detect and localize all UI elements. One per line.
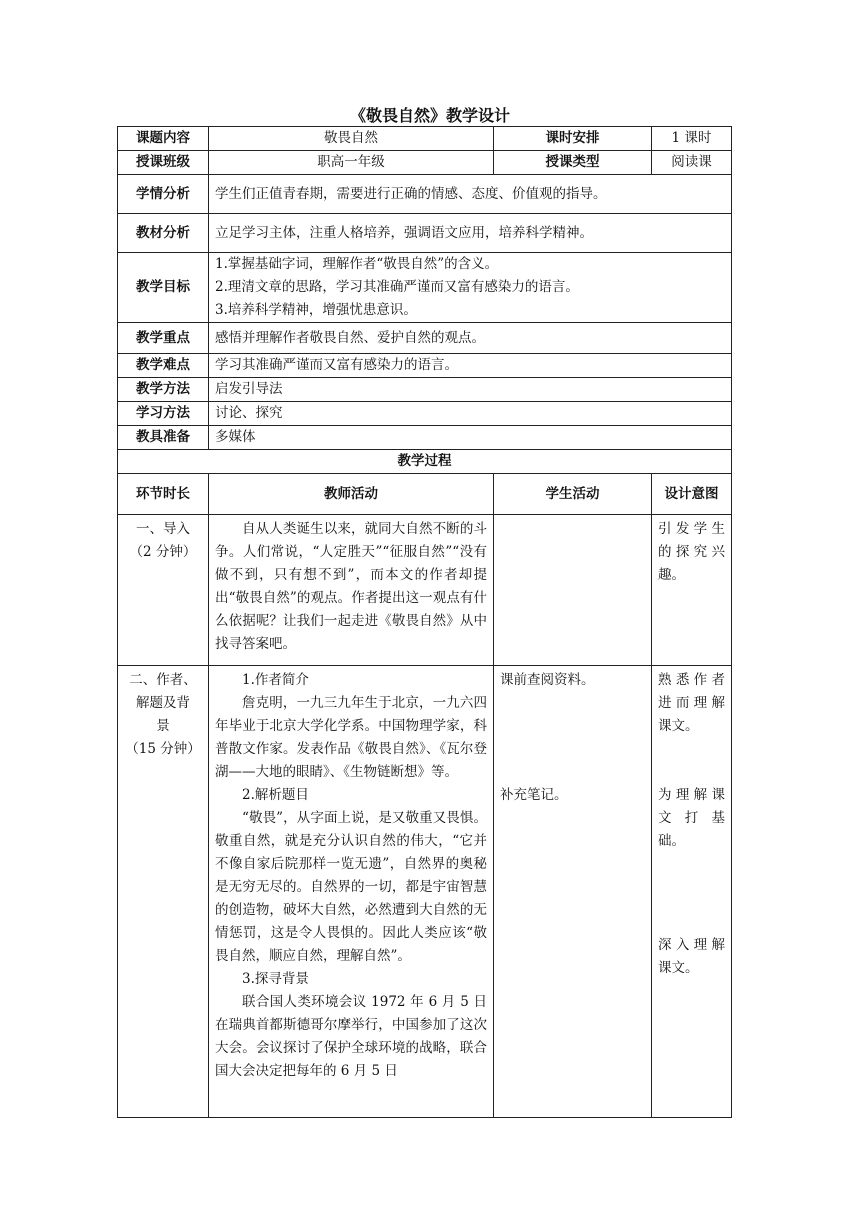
col-header-teacher: 教师活动 bbox=[209, 474, 494, 515]
goals-list bbox=[209, 253, 732, 323]
situation-label: 学情分析 bbox=[118, 175, 209, 214]
col-header-intent: 设计意图 bbox=[652, 474, 732, 515]
goal-item: 2.理清文章的思路，学习其准确严谨而又富有感染力的语言。 bbox=[215, 279, 579, 295]
goal-item: 1.掌握基础字词，理解作者“敬畏自然”的含义。 bbox=[215, 256, 499, 272]
method-value: 启发引导法 bbox=[209, 378, 732, 402]
material-label: 教材分析 bbox=[118, 214, 209, 253]
lesson-plan-table bbox=[117, 126, 732, 1118]
tools-value: 多媒体 bbox=[209, 426, 732, 450]
col-header-stage: 环节时长 bbox=[118, 474, 209, 515]
paragraph: 联合国人类环境会议 1972 年 6 月 5 日在瑞典首都斯德哥尔摩举行，中国参加了这次大会。会议探讨了保护全球环境的战略，联合国大会决定把每年的 6 月 5 日 bbox=[215, 994, 487, 1079]
teacher-activity: 自从人类诞生以来，就同大自然不断的斗争。人们常说，“人定胜天”“征服自然”“没有做不到，只有想不到”，而本文的作者却提出“敬畏自然”的观点。作者提出这一观点有什么依据呢？让我们一起走进《敬畏自然》从中找寻答案吧。 bbox=[209, 515, 494, 666]
stage-line: 景 bbox=[156, 718, 170, 734]
situation-value: 学生们正值青春期，需要进行正确的情感、态度、价值观的指导。 bbox=[209, 175, 732, 214]
goal-item: 3.培养科学精神，增强忧患意识。 bbox=[215, 302, 417, 318]
section-heading: 1.作者简介 bbox=[242, 672, 309, 688]
student-activity bbox=[494, 666, 652, 1118]
stage-line: 解题及背 bbox=[136, 695, 190, 711]
process-heading: 教学过程 bbox=[118, 450, 732, 474]
type-value: 阅读课 bbox=[652, 151, 732, 175]
stage-cell bbox=[118, 515, 209, 666]
paragraph: “敬畏”，从字面上说，是又敬重又畏惧。敬重自然，就是充分认识自然的伟大，“它并不像自家后院那样一览无遗”，自然界的奥秘是无穷无尽的。自然界的一切，都是宇宙智慧的创造物，破坏大自然，必然遭到大自然的无情惩罚，这是令人畏惧的。因此人类应该“敬畏自然，顺应自然，理解自然”。 bbox=[215, 810, 487, 964]
class-value: 职高一年级 bbox=[209, 151, 494, 175]
stage-line: （2 分钟） bbox=[129, 544, 197, 560]
class-label: 授课班级 bbox=[118, 151, 209, 175]
focus-value: 感悟并理解作者敬畏自然、爱护自然的观点。 bbox=[209, 323, 732, 354]
stage-line: （15 分钟） bbox=[125, 741, 201, 757]
intent-note: 为理解课文打基础。 bbox=[658, 787, 725, 849]
student-note: 补充笔记。 bbox=[500, 787, 568, 803]
focus-label: 教学重点 bbox=[118, 323, 209, 354]
student-note: 课前查阅资料。 bbox=[500, 672, 595, 688]
col-header-student: 学生活动 bbox=[494, 474, 652, 515]
section-heading: 2.解析题目 bbox=[242, 787, 309, 803]
intent-note: 熟悉作者进而理解课文。 bbox=[658, 672, 725, 734]
goals-label: 教学目标 bbox=[118, 253, 209, 323]
teacher-activity bbox=[209, 666, 494, 1118]
stage-cell bbox=[118, 666, 209, 1118]
tools-label: 教具准备 bbox=[118, 426, 209, 450]
topic-label: 课题内容 bbox=[118, 127, 209, 151]
material-value: 立足学习主体，注重人格培养，强调语文应用，培养科学精神。 bbox=[209, 214, 732, 253]
section-heading: 3.探寻背景 bbox=[242, 971, 309, 987]
design-intent bbox=[652, 666, 732, 1118]
page-title: 《敬畏自然》教学设计 bbox=[349, 106, 510, 125]
topic-value: 敬畏自然 bbox=[209, 127, 494, 151]
stage-line: 一、导入 bbox=[136, 521, 190, 537]
difficulty-label: 教学难点 bbox=[118, 354, 209, 378]
hours-value: 1 课时 bbox=[652, 127, 732, 151]
design-intent: 引发学生的探究兴趣。 bbox=[652, 515, 732, 666]
type-label: 授课类型 bbox=[494, 151, 652, 175]
stage-line: 二、作者、 bbox=[129, 672, 197, 688]
method-label: 教学方法 bbox=[118, 378, 209, 402]
student-activity bbox=[494, 515, 652, 666]
learning-value: 讨论、探究 bbox=[209, 402, 732, 426]
hours-label: 课时安排 bbox=[494, 127, 652, 151]
paragraph: 詹克明，一九三九年生于北京，一九六四年毕业于北京大学化学系。中国物理学家，科普散文作家。发表作品《敬畏自然》、《瓦尔登湖——大地的眼睛》、《生物链断想》等。 bbox=[215, 695, 487, 780]
difficulty-value: 学习其准确严谨而又富有感染力的语言。 bbox=[209, 354, 732, 378]
intent-note: 深入理解课文。 bbox=[658, 937, 725, 976]
learning-label: 学习方法 bbox=[118, 402, 209, 426]
